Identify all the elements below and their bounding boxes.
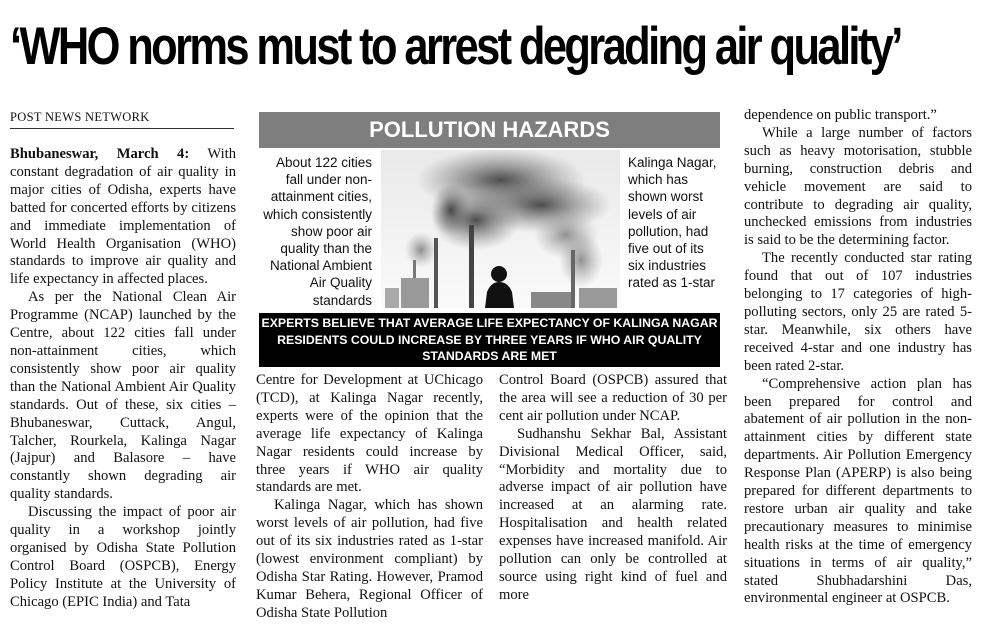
article-paragraph: The recently conducted star rating found that out of 107 industries belonging to 17 categories of high-polluting sectors, only 25 are rated 5-star. Meanwhile, six others have received 4-star and one industry has been rated 2-star. (744, 250, 972, 374)
article-paragraph: Discussing the impact of poor air quality in a workshop jointly organised by Odisha State Pollution Control Board (OSPCB), Energy Policy Institute at the University of Chicago (EPIC India) and Tata (10, 504, 236, 610)
infobox-banner: EXPERTS BELIEVE THAT AVERAGE LIFE EXPECTANCY OF KALINGA NAGAR RESIDENTS COULD INCREASE BY THREE YEARS IF WHO AIR QUALITY STANDARDS ARE MET (259, 313, 720, 367)
article-column-3 (499, 372, 727, 605)
pollution-photo (381, 150, 620, 308)
article-paragraph: Kalinga Nagar, which has shown worst levels of air pollution, had five out of its six industries rated as 1-star (lowest environment compliant) by Odisha Star Rating. However, Pramod Kumar Behera, Regional Officer of Odisha State Pollution (256, 497, 483, 621)
article-column-2 (256, 372, 483, 623)
article-paragraph: As per the National Clean Air Programme (NCAP) launched by the Centre, about 122 cities fall under non-attainment cities, which consistently show poor air quality than the National Ambient Air Quality standards. Out of these, six cities – Bhubaneswar, Cuttack, Angul, Talcher, Rourkela, Kalinga Nagar (Jajpur) and Balasore – have constantly shown degrading air quality standards. (10, 289, 236, 503)
headline: ‘WHO norms must to arrest degrading air quality’ (10, 17, 901, 76)
infobox-right-caption: Kalinga Nagar, which has shown worst levels of air pollution, had five out of its six industries rated as 1-star (628, 155, 717, 291)
article-column-1 (10, 146, 236, 612)
infobox-left-caption: About 122 cities fall under non-attainment cities, which consistently show poor air quality than the National Ambient Air Quality standards (263, 155, 372, 308)
infobox-title: POLLUTION HAZARDS (259, 112, 720, 148)
article-paragraph: Bhubaneswar, March 4: With constant degradation of air quality in major cities of Odisha, experts have batted for concerted efforts by citizens and immediate implementation of World Health Organisation (WHO) standards to improve air quality and life expectancy in affected places. (10, 146, 236, 288)
article-paragraph: Control Board (OSPCB) assured that the area will see a reduction of 30 per cent air pollution under NCAP. (499, 372, 727, 424)
article-paragraph: “Comprehensive action plan has been prepared for control and abatement of air pollution in the non-attainment cities by different state departments. Air Pollution Emergency Response Plan (APERP) is also being prepared for different departments to restore urban air quality and take precautionary measures to minimise health risks at the time of emergency situations in terms of air quality,” stated Shubhadarshini Das, environmental engineer at OSPCB. (744, 375, 972, 607)
article-paragraph: Sudhanshu Sekhar Bal, Assistant Divisional Medical Officer, said, “Morbidity and mortality due to adverse impact of air pollution have increased at an alarming rate. Hospitalisation and health related expenses have increased manifold. Air pollution can only be controlled at source using right kind of fuel and more (499, 425, 727, 603)
dateline: Bhubaneswar, March 4: (10, 146, 190, 162)
byline: POST NEWS NETWORK (10, 110, 234, 129)
article-paragraph: Centre for Development at UChicago (TCD), at Kalinga Nagar recently, experts were of the opinion that the average life expectancy of Kalinga Nagar residents could increase by three years if WHO air quality standards are met. (256, 372, 483, 496)
article-paragraph: While a large number of factors such as heavy motorisation, stubble burning, construction debris and vehicle movement are said to contribute to degrading air quality, unchecked emissions from industries is said to be the determining factor. (744, 124, 972, 249)
article-paragraph: dependence on public transport.” (744, 107, 937, 123)
article-column-4 (744, 107, 972, 608)
